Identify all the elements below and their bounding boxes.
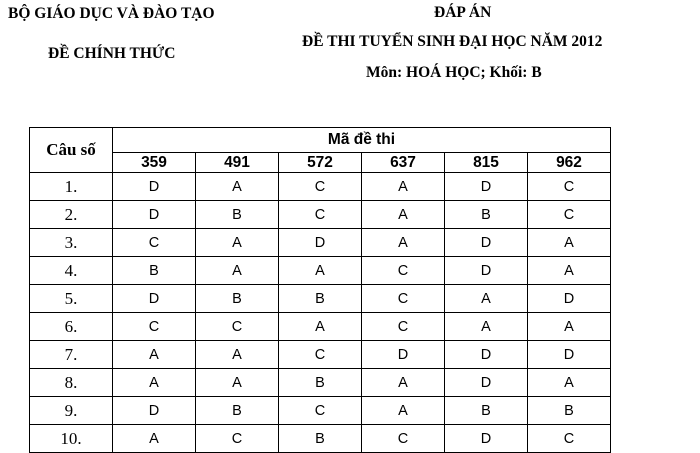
answer-cell: B <box>113 257 196 285</box>
table-row <box>30 341 611 369</box>
answer-cell: C <box>362 257 445 285</box>
table-row <box>30 173 611 201</box>
answer-cell: A <box>528 229 611 257</box>
question-number: 4. <box>30 257 113 285</box>
exam-code-header: 491 <box>196 153 279 173</box>
answer-cell: C <box>196 313 279 341</box>
official-label: ĐỀ CHÍNH THỨC <box>48 45 176 62</box>
answer-cell: C <box>528 173 611 201</box>
answer-cell: A <box>196 229 279 257</box>
answer-cell: D <box>445 341 528 369</box>
table-row <box>30 201 611 229</box>
answer-cell: B <box>528 397 611 425</box>
table-row <box>30 397 611 425</box>
answer-cell: C <box>362 425 445 453</box>
answer-cell: D <box>113 173 196 201</box>
table-row <box>30 285 611 313</box>
answer-cell: A <box>196 369 279 397</box>
answer-cell: C <box>279 173 362 201</box>
table-row <box>30 313 611 341</box>
subject-line: Môn: HOÁ HỌC; Khối: B <box>366 64 542 81</box>
answer-cell: A <box>362 229 445 257</box>
answer-cell: D <box>113 201 196 229</box>
answer-cell: B <box>196 397 279 425</box>
exam-code-header: 637 <box>362 153 445 173</box>
answer-cell: D <box>445 229 528 257</box>
answer-cell: D <box>445 173 528 201</box>
answer-cell: D <box>445 257 528 285</box>
answer-cell: A <box>362 369 445 397</box>
answer-key-title: ĐÁP ÁN <box>434 4 492 21</box>
exam-code-header: 572 <box>279 153 362 173</box>
exam-code-header: 359 <box>113 153 196 173</box>
answer-cell: A <box>196 341 279 369</box>
question-number: 1. <box>30 173 113 201</box>
question-number: 9. <box>30 397 113 425</box>
question-number: 5. <box>30 285 113 313</box>
table-row <box>30 369 611 397</box>
question-number: 6. <box>30 313 113 341</box>
answer-cell: A <box>113 369 196 397</box>
answer-cell: C <box>279 397 362 425</box>
question-number-header: Câu số <box>30 128 113 173</box>
question-number: 3. <box>30 229 113 257</box>
exam-code-header: 962 <box>528 153 611 173</box>
table-header-row <box>30 128 611 153</box>
answer-cell: A <box>528 369 611 397</box>
question-number: 8. <box>30 369 113 397</box>
answer-cell: C <box>196 425 279 453</box>
answer-cell: C <box>113 229 196 257</box>
exam-code-header: 815 <box>445 153 528 173</box>
answer-cell: C <box>362 313 445 341</box>
answer-cell: A <box>113 425 196 453</box>
answer-cell: A <box>196 173 279 201</box>
table-row <box>30 425 611 453</box>
question-number: 7. <box>30 341 113 369</box>
table-row <box>30 257 611 285</box>
answer-cell: C <box>362 285 445 313</box>
question-number: 10. <box>30 425 113 453</box>
answer-cell: D <box>362 341 445 369</box>
answer-cell: A <box>362 201 445 229</box>
answer-cell: D <box>528 341 611 369</box>
answer-cell: C <box>279 201 362 229</box>
answer-cell: B <box>279 285 362 313</box>
answer-cell: A <box>445 285 528 313</box>
ministry-name: BỘ GIÁO DỤC VÀ ĐÀO TẠO <box>8 5 215 22</box>
answer-cell: A <box>528 257 611 285</box>
answer-cell: D <box>445 425 528 453</box>
answer-cell: D <box>113 285 196 313</box>
answer-cell: B <box>445 201 528 229</box>
answer-cell: C <box>528 425 611 453</box>
answer-cell: B <box>196 285 279 313</box>
exam-code-row <box>30 153 611 173</box>
answer-cell: A <box>362 397 445 425</box>
answer-cell: A <box>279 313 362 341</box>
answer-cell: A <box>196 257 279 285</box>
exam-title: ĐỀ THI TUYỂN SINH ĐẠI HỌC NĂM 2012 <box>302 33 603 50</box>
answer-cell: B <box>445 397 528 425</box>
answer-table <box>29 127 611 453</box>
answer-cell: C <box>279 341 362 369</box>
answer-cell: C <box>528 201 611 229</box>
answer-cell: A <box>279 257 362 285</box>
answer-cell: A <box>362 173 445 201</box>
exam-codes-header: Mã đề thi <box>113 128 611 153</box>
answer-cell: A <box>445 313 528 341</box>
answer-cell: D <box>113 397 196 425</box>
answer-cell: D <box>528 285 611 313</box>
answer-cell: A <box>113 341 196 369</box>
answer-cell: B <box>196 201 279 229</box>
answer-cell: C <box>113 313 196 341</box>
answer-cell: A <box>528 313 611 341</box>
question-number: 2. <box>30 201 113 229</box>
answer-cell: D <box>279 229 362 257</box>
answer-cell: B <box>279 425 362 453</box>
answer-cell: B <box>279 369 362 397</box>
table-row <box>30 229 611 257</box>
answer-cell: D <box>445 369 528 397</box>
answer-body <box>30 173 611 453</box>
